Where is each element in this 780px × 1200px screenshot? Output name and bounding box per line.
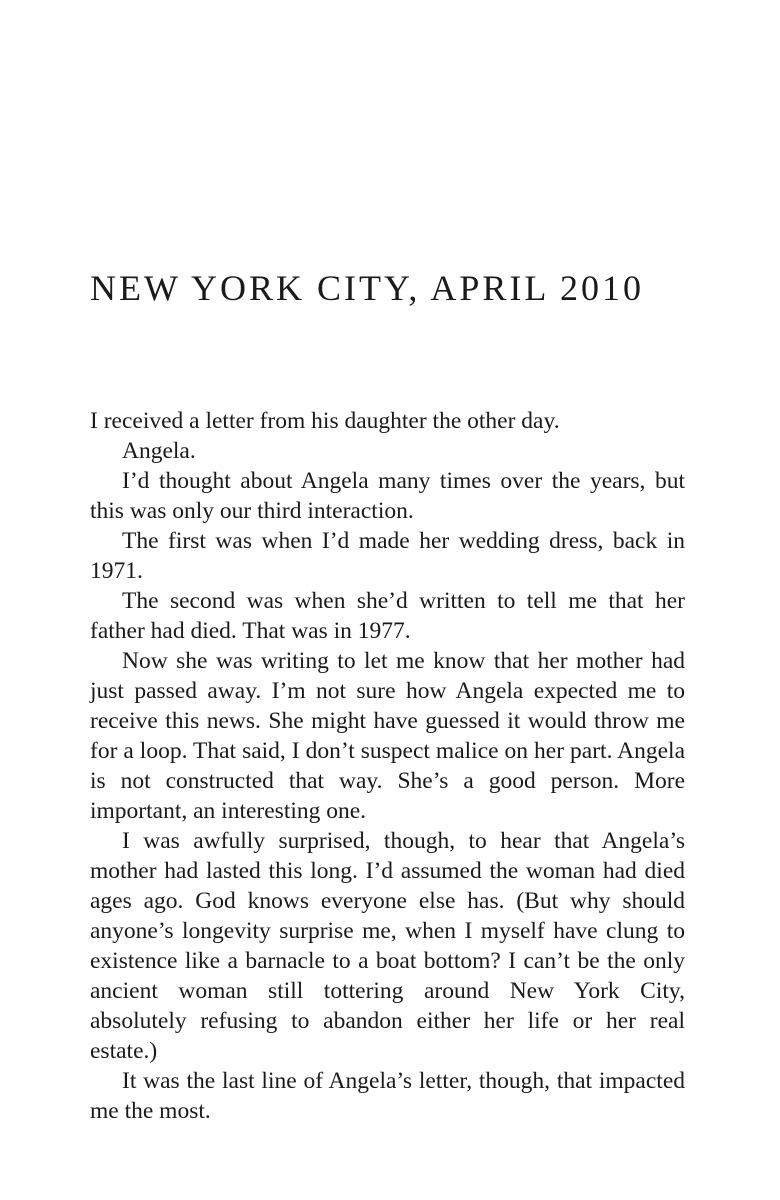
- paragraph: The first was when I’d made her wedding dress, back in 1971.: [90, 528, 685, 584]
- paragraph: It was the last line of Angela’s letter, though, that impacted me the most.: [90, 1068, 685, 1124]
- paragraph: The second was when she’d written to tell me that her father had died. That was in 1977.: [90, 588, 685, 644]
- paragraph: Now she was writing to let me know that her mother had just passed away. I’m not sure how Angela expected me to receive this news. She might have guessed it would throw me for a loop. That said, I don’t suspect malice on her part. Angela is not constructed that way. She’s a good person. More important, an interesting one.: [90, 648, 685, 824]
- chapter-body: [90, 406, 685, 1126]
- paragraph: Angela.: [122, 438, 196, 464]
- paragraph: I was awfully surprised, though, to hear that Angela’s mother had lasted this long. I’d assumed the woman had died ages ago. God knows everyone else has. (But why should anyone’s longevity surprise me, when I myself have clung to existence like a barnacle to a boat bottom? I can’t be the only ancient woman still tottering around New York City, absolutely refusing to abandon either her life or her real estate.): [90, 828, 685, 1064]
- chapter-title: NEW YORK CITY, APRIL 2010: [90, 268, 645, 308]
- paragraph: I received a letter from his daughter the other day.: [90, 408, 560, 434]
- paragraph: I’d thought about Angela many times over the years, but this was only our third interaction.: [90, 468, 685, 524]
